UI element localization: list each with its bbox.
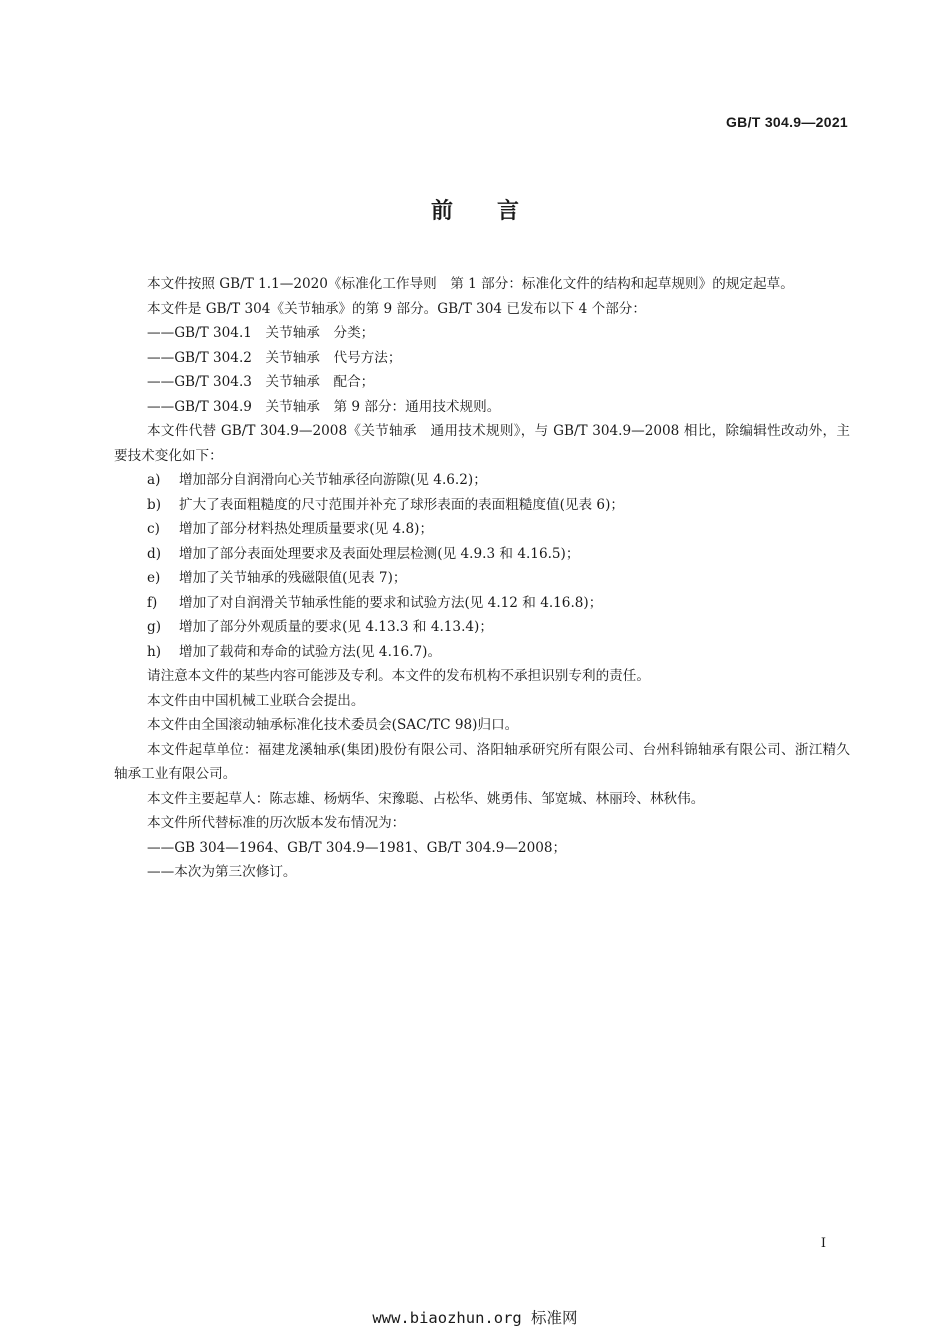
paragraph-proposer: 本文件由中国机械工业联合会提出。: [147, 692, 365, 709]
paragraph-drafters: 本文件主要起草人：陈志雄、杨炳华、宋豫聪、占松华、姚勇伟、邹宽城、林丽玲、林秋伟。: [147, 790, 705, 807]
page-title: 前言: [430, 199, 563, 224]
list-item-part: ——GB/T 304.2 关节轴承 代号方法；: [147, 349, 402, 366]
list-item-label: e): [147, 570, 161, 586]
list-item-change: [114, 468, 850, 493]
list-item-label: f): [147, 594, 158, 611]
list-item-label: a): [147, 472, 161, 488]
list-item-history: ——GB 304—1964、GB/T 304.9—1981、GB/T 304.9—2008；: [147, 839, 567, 856]
list-item-label: c): [147, 521, 160, 537]
paragraph-history-intro: 本文件所代替标准的历次版本发布情况为：: [147, 815, 406, 831]
list-item-history: ——本次为第三次修订。: [147, 864, 297, 880]
list-item-text: 增加了部分外观质量的要求(见 4.13.3 和 4.13.4)；: [179, 619, 493, 635]
footer-watermark: www.biaozhun.org 标准网: [372, 1309, 578, 1327]
list-item-change: [114, 615, 850, 640]
list-item-change: [114, 566, 850, 591]
paragraph-drafting-units: 本文件起草单位：福建龙溪轴承(集团)股份有限公司、洛阳轴承研究所有限公司、台州科锦轴承有限公司、浙江精久轴承工业有限公司。: [114, 741, 850, 782]
list-item-text: 增加了关节轴承的残磁限值(见表 7)；: [179, 570, 407, 586]
list-item-change: [114, 591, 850, 616]
list-item-change: [114, 493, 850, 518]
list-item-label: g): [147, 619, 162, 635]
list-item-change: [114, 542, 850, 567]
list-item-text: 扩大了表面粗糙度的尺寸范围并补充了球形表面的表面粗糙度值(见表 6)；: [179, 496, 624, 513]
list-item-label: h): [147, 643, 162, 660]
document-number: GB/T 304.9—2021: [725, 114, 848, 130]
paragraph-replacement: 本文件代替 GB/T 304.9—2008《关节轴承 通用技术规则》，与 GB/T 304.9—2008 相比，除编辑性改动外，主要技术变化如下：: [114, 423, 850, 464]
list-item-text: 增加部分自润滑向心关节轴承径向游隙(见 4.6.2)；: [179, 472, 487, 488]
list-item-part: ——GB/T 304.9 关节轴承 第 9 部分：通用技术规则。: [147, 398, 501, 415]
list-item-text: 增加了载荷和寿命的试验方法(见 4.16.7)。: [179, 643, 442, 660]
paragraph-patent-notice: 请注意本文件的某些内容可能涉及专利。本文件的发布机构不承担识别专利的责任。: [147, 668, 650, 684]
list-item-change: [114, 640, 850, 665]
list-item-part: ——GB/T 304.1 关节轴承 分类；: [147, 325, 375, 341]
list-item-text: 增加了部分表面处理要求及表面处理层检测(见 4.9.3 和 4.16.5)；: [179, 545, 580, 562]
document-body: [114, 272, 850, 885]
paragraph-drafting-rules: 本文件按照 GB/T 1.1—2020《标准化工作导则 第 1 部分：标准化文件的结构和起草规则》的规定起草。: [147, 276, 794, 292]
list-item-text: 增加了对自润滑关节轴承性能的要求和试验方法(见 4.12 和 4.16.8)；: [179, 594, 603, 611]
list-item-text: 增加了部分材料热处理质量要求(见 4.8)；: [179, 521, 434, 537]
list-item-label: b): [147, 496, 162, 513]
list-item-label: d): [147, 545, 162, 562]
paragraph-committee: 本文件由全国滚动轴承标准化技术委员会(SAC/TC 98)归口。: [147, 717, 519, 733]
list-item-change: [114, 517, 850, 542]
page-number: I: [820, 1236, 826, 1251]
list-item-part: ——GB/T 304.3 关节轴承 配合；: [147, 374, 375, 390]
paragraph-part-intro: 本文件是 GB/T 304《关节轴承》的第 9 部分。GB/T 304 已发布以下 4 个部分：: [147, 300, 646, 317]
